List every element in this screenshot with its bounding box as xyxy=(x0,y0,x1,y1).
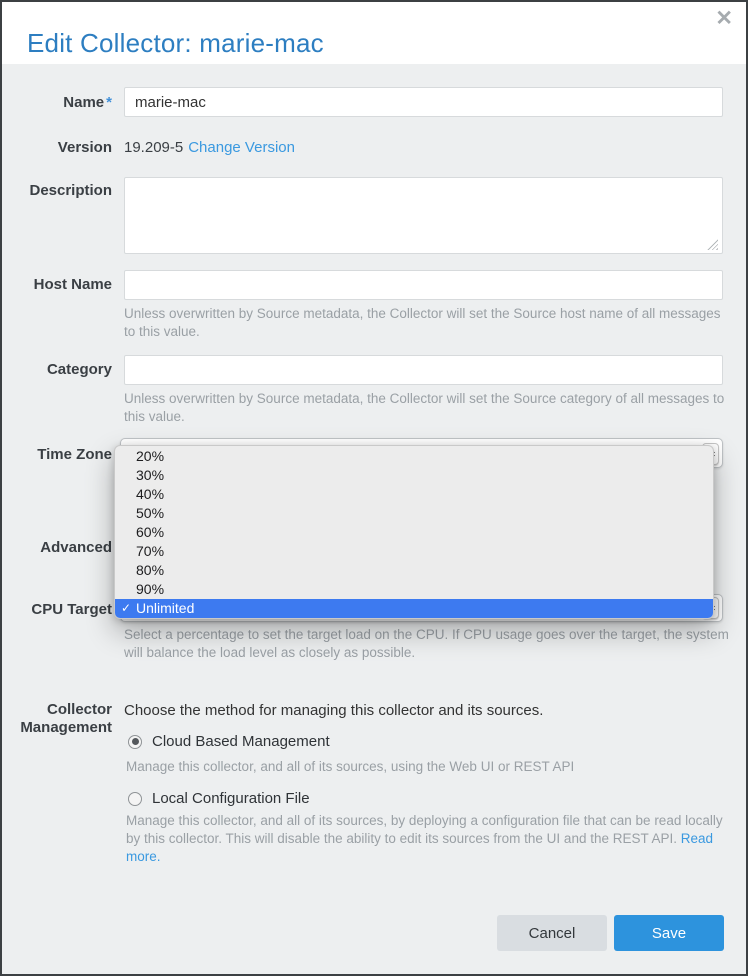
cancel-button[interactable]: Cancel xyxy=(497,915,607,951)
collector-management-intro: Choose the method for managing this collector and its sources. xyxy=(124,702,544,719)
change-version-link[interactable]: Change Version xyxy=(188,139,295,156)
radio-cloud-based-label[interactable]: Cloud Based Management xyxy=(152,733,330,750)
name-label: Name * xyxy=(63,94,112,111)
dialog-title: Edit Collector: marie-mac xyxy=(27,28,324,58)
close-icon[interactable]: ✕ xyxy=(715,7,733,30)
menu-item[interactable]: 90% xyxy=(136,581,165,598)
read-more-link[interactable]: Read more. xyxy=(126,831,714,864)
local-config-help: Manage this collector, and all of its sources, by deploying a configuration file that can be read locally by this collector. This will disable the ability to edit its sources from the UI and the REST API. Read more. xyxy=(126,813,723,864)
hostname-help: Unless overwritten by Source metadata, the Collector will set the Source host name of all messages to this value. xyxy=(124,306,721,339)
name-input[interactable] xyxy=(124,87,723,117)
hostname-label: Host Name xyxy=(33,276,112,293)
collector-management-label: Collector Management xyxy=(20,701,112,736)
version-row xyxy=(124,139,295,156)
menu-item[interactable]: 70% xyxy=(136,543,165,560)
cputarget-label: CPU Target xyxy=(31,601,112,618)
timezone-label: Time Zone xyxy=(37,446,112,463)
menu-item[interactable]: 80% xyxy=(136,562,165,579)
required-asterisk: * xyxy=(106,94,112,111)
radio-local-config-label[interactable]: Local Configuration File xyxy=(152,790,310,807)
radio-cloud-based[interactable] xyxy=(128,735,142,749)
category-input[interactable] xyxy=(124,355,723,385)
menu-item-selected[interactable]: ✓ Unlimited xyxy=(115,599,713,618)
menu-item[interactable]: 50% xyxy=(136,504,165,521)
dialog-header xyxy=(2,2,746,64)
category-help: Unless overwritten by Source metadata, the Collector will set the Source category of all messages to this value. xyxy=(124,391,725,424)
cputarget-help: Select a percentage to set the target load on the CPU. If CPU usage goes over the target, the system will balance the load level as closely as possible. xyxy=(124,627,729,660)
menu-item[interactable]: 60% xyxy=(136,523,165,540)
version-value: 19.209-5 xyxy=(124,139,184,156)
description-textarea[interactable] xyxy=(124,177,723,254)
checkmark-icon: ✓ xyxy=(121,601,132,616)
menu-item[interactable]: 40% xyxy=(136,485,165,502)
radio-local-config[interactable] xyxy=(128,792,142,806)
advanced-label: Advanced xyxy=(40,539,112,556)
menu-item[interactable]: 30% xyxy=(136,466,165,483)
save-button[interactable]: Save xyxy=(614,915,724,951)
menu-item[interactable]: 20% xyxy=(136,447,165,464)
cpu-target-dropdown-menu xyxy=(114,445,714,619)
version-label: Version xyxy=(57,139,112,156)
category-label: Category xyxy=(46,361,112,378)
description-label: Description xyxy=(29,182,112,199)
cloud-based-help: Manage this collector, and all of its sources, using the Web UI or REST API xyxy=(126,759,575,774)
hostname-input[interactable] xyxy=(124,270,723,300)
